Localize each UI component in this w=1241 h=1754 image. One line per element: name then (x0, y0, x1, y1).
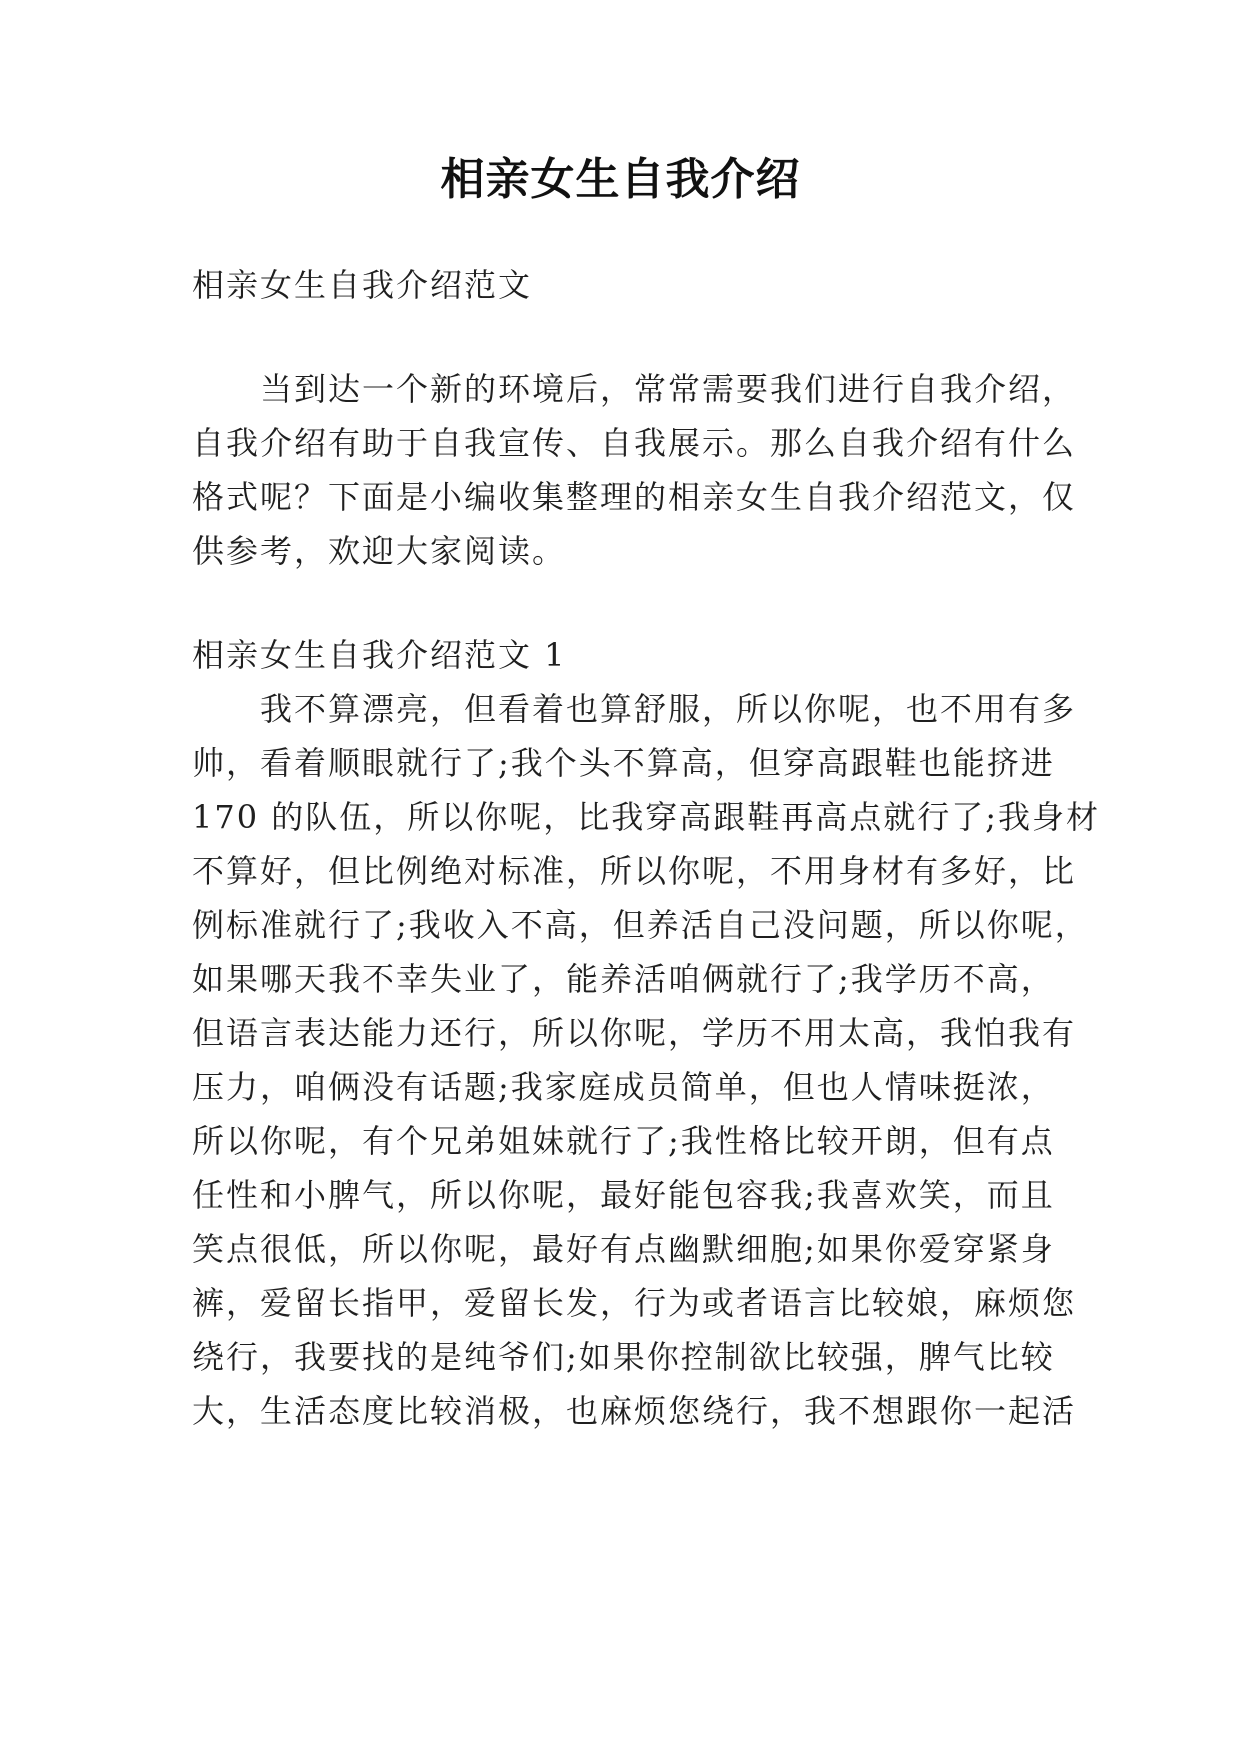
body-line-5: 例标准就行了;我收入不高，但养活自己没问题，所以你呢， (192, 906, 1089, 944)
body-line-9: 所以你呢，有个兄弟姐妹就行了;我性格比较开朗，但有点 (192, 1122, 1055, 1160)
subtitle: 相亲女生自我介绍范文 (192, 266, 533, 304)
body-line-6: 如果哪天我不幸失业了，能养活咱俩就行了;我学历不高， (192, 960, 1055, 998)
intro-line-2: 自我介绍有助于自我宣传、自我展示。那么自我介绍有什么 (192, 424, 1077, 462)
body-line-2: 帅，看着顺眼就行了;我个头不算高，但穿高跟鞋也能挤进 (192, 744, 1055, 782)
body-line-7: 但语言表达能力还行，所以你呢，学历不用太高，我怕我有 (192, 1014, 1077, 1052)
body-line-14: 大，生活态度比较消极，也麻烦您绕行，我不想跟你一起活 (192, 1392, 1077, 1430)
intro-line-1: 当到达一个新的环境后，常常需要我们进行自我介绍， (260, 370, 1077, 408)
body-line-10: 任性和小脾气，所以你呢，最好能包容我;我喜欢笑，而且 (192, 1176, 1055, 1214)
body-line-8: 压力，咱俩没有话题;我家庭成员简单，但也人情味挺浓， (192, 1068, 1055, 1106)
body-line-11: 笑点很低，所以你呢，最好有点幽默细胞;如果你爱穿紧身 (192, 1230, 1055, 1268)
body-line-3: 170 的队伍，所以你呢，比我穿高跟鞋再高点就行了;我身材 (192, 798, 1101, 836)
body-line-4: 不算好，但比例绝对标准，所以你呢，不用身材有多好，比 (192, 852, 1077, 890)
document-title: 相亲女生自我介绍 (440, 154, 801, 205)
body-line-13: 绕行，我要找的是纯爷们;如果你控制欲比较强，脾气比较 (192, 1338, 1055, 1376)
body-line-1: 我不算漂亮，但看着也算舒服，所以你呢，也不用有多 (260, 690, 1077, 728)
body-line-12: 裤，爱留长指甲，爱留长发，行为或者语言比较娘，麻烦您 (192, 1284, 1077, 1322)
section-heading: 相亲女生自我介绍范文 1 (192, 636, 567, 674)
intro-line-3: 格式呢？下面是小编收集整理的相亲女生自我介绍范文，仅 (192, 478, 1077, 516)
intro-line-4: 供参考，欢迎大家阅读。 (192, 532, 567, 570)
